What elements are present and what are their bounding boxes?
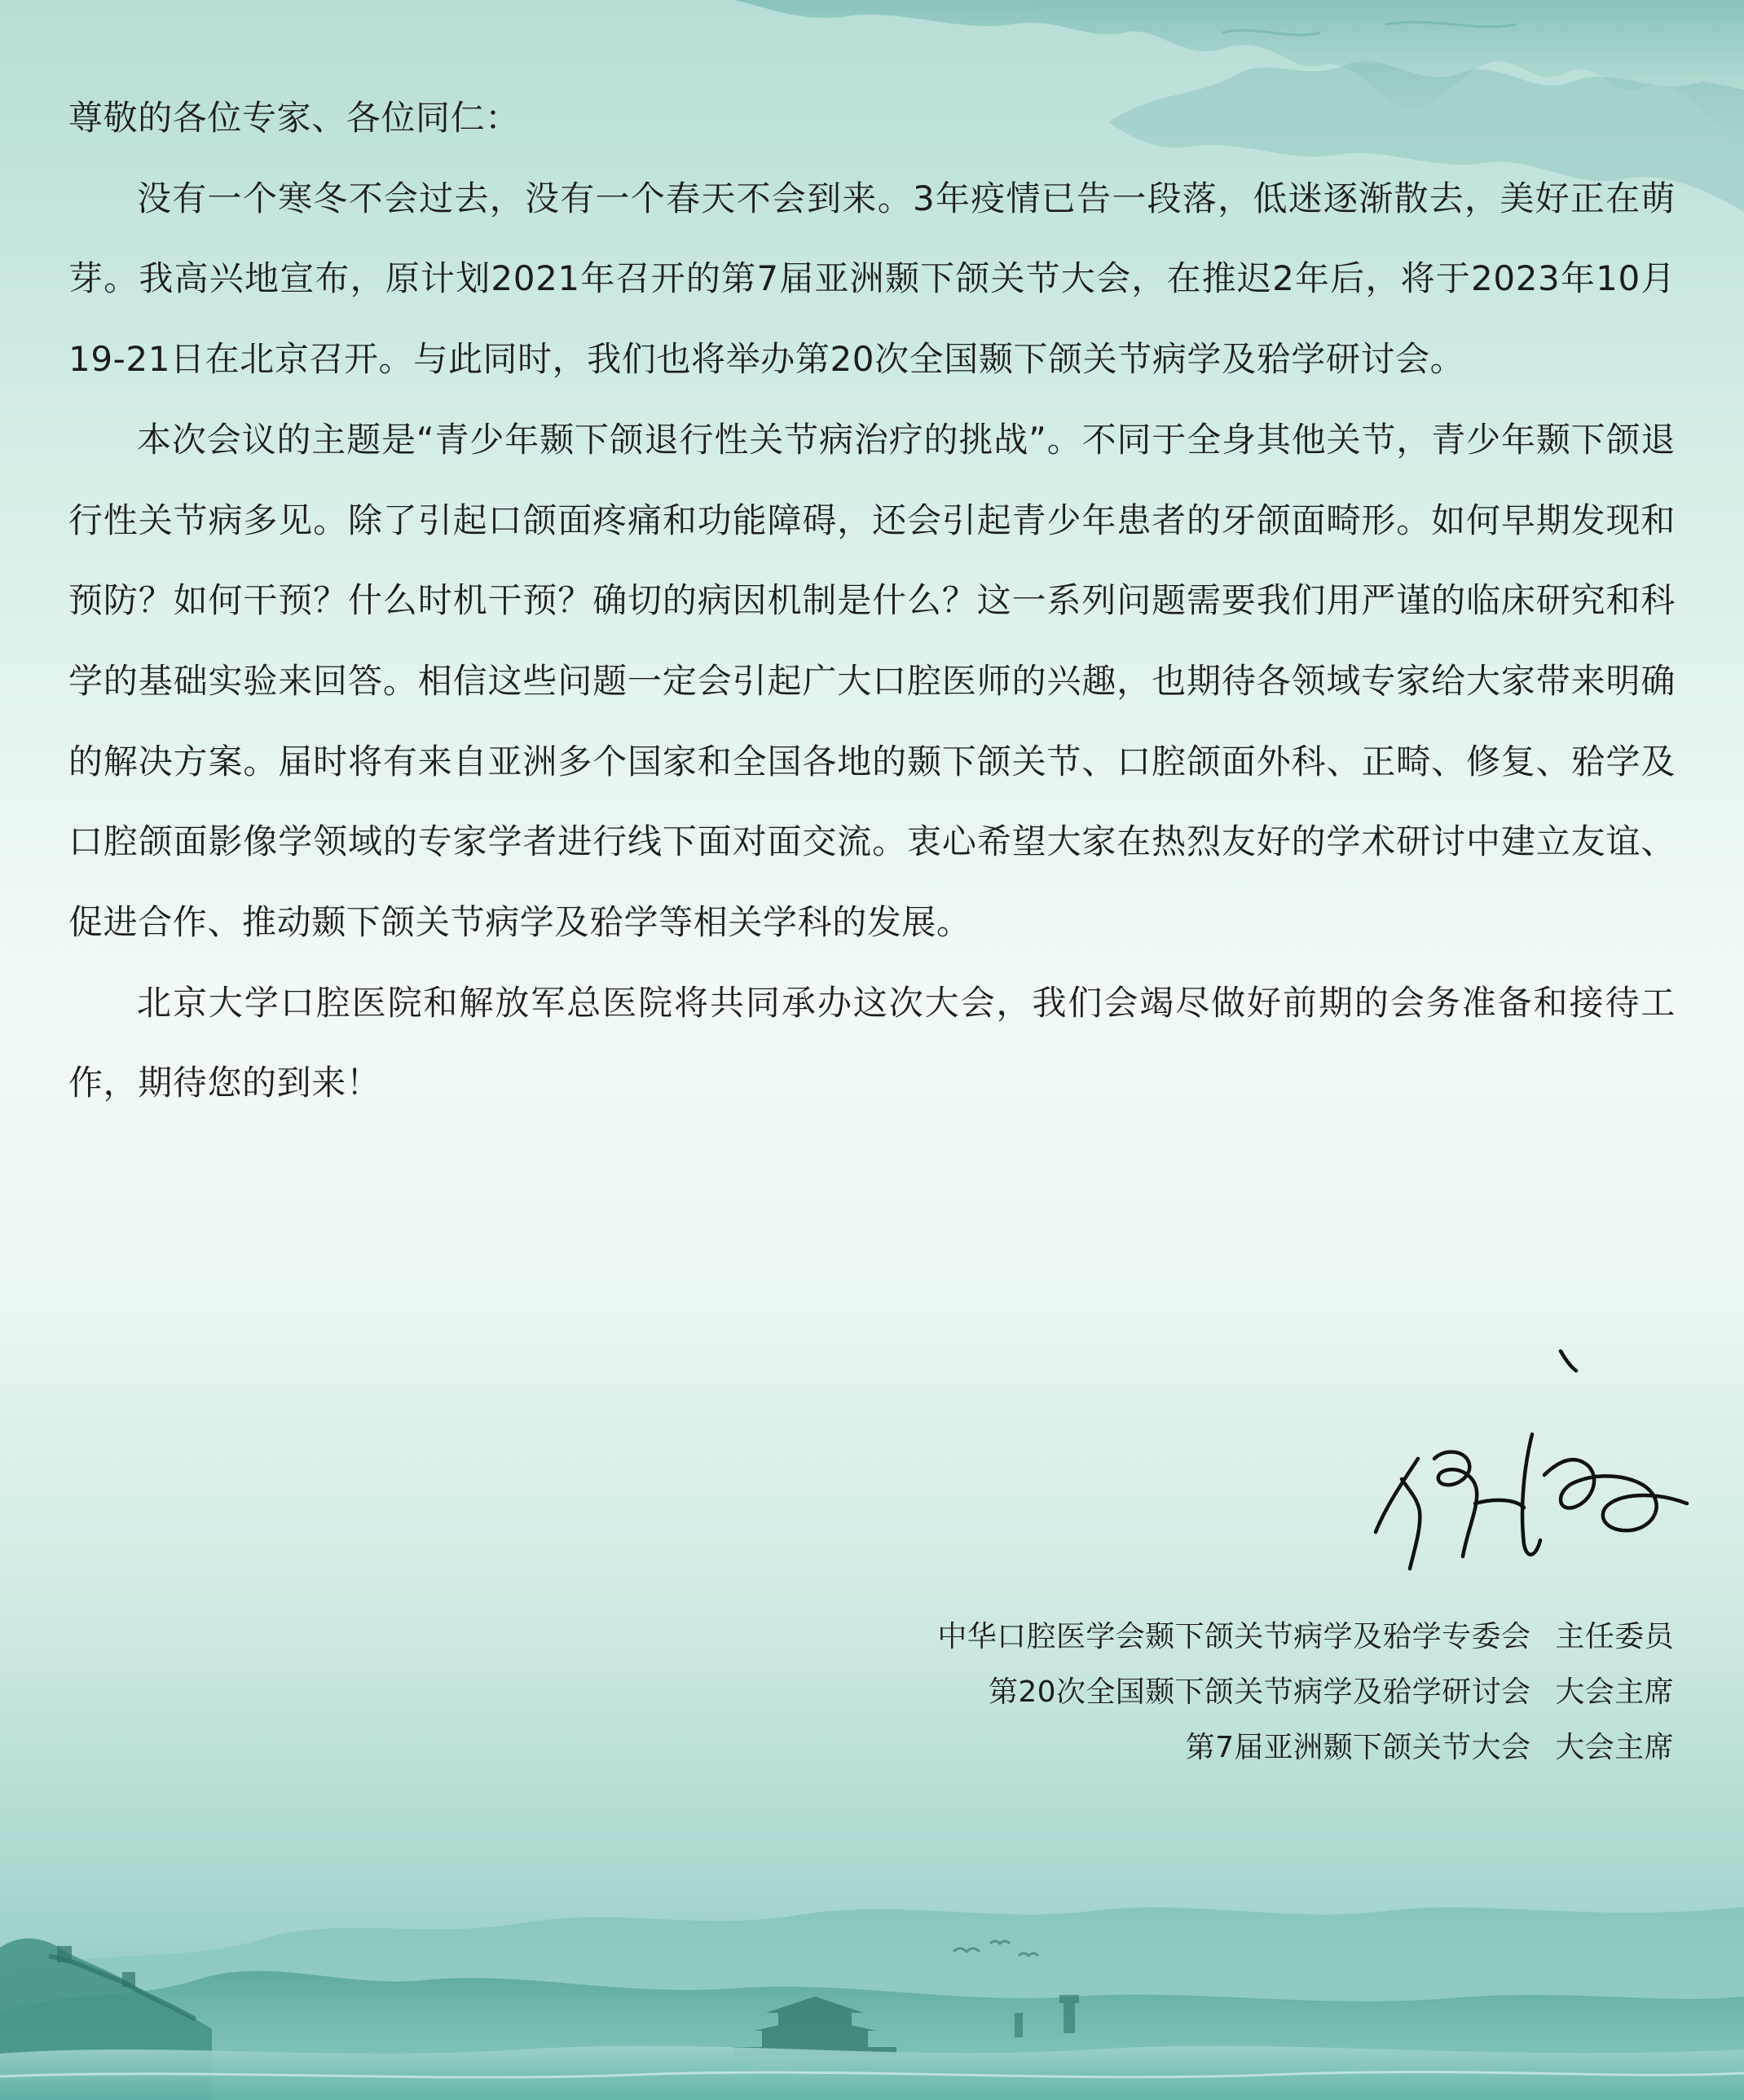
signature-org: 中华口腔医学会颞下颌关节病学及𬌗学专委会	[937, 1620, 1531, 1653]
signature-role: 大会主席	[1555, 1731, 1674, 1764]
salutation: 尊敬的各位专家、各位同仁：	[68, 98, 520, 138]
paragraph-2: 本次会议的主题是“青少年颞下颌退行性关节病治疗的挑战”。不同于全身其他关节，青少年颞下颌退行性关节病多见。除了引起口颌面疼痛和功能障碍，还会引起青少年患者的牙颌面畸形。如何早期发现和预防？如何干预？什么时机干预？确切的病因机制是什么？这一系列问题需要我们用严谨的临床研究和科学的基础实验来回答。相信这些问题一定会引起广大口腔医师的兴趣，也期待各领域专家给大家带来明确的解决方案。届时将有来自亚洲多个国家和全国各地的颞下颌关节、口腔颌面外科、正畸、修复、𬌗学及口腔颌面影像学领域的专家学者进行线下面对面交流。衷心希望大家在热烈友好的学术研讨中建立友谊、促进合作、推动颞下颌关节病学及𬌗学等相关学科的发展。	[68, 419, 1676, 943]
signature-line-3	[937, 1720, 1674, 1776]
paragraph-3: 北京大学口腔医院和解放军总医院将共同承办这次大会，我们会竭尽做好前期的会务准备和接待工作，期待您的到来！	[68, 982, 1676, 1103]
palace-silhouette	[733, 1997, 896, 2055]
handwritten-signature	[1353, 1336, 1711, 1581]
letter-body	[68, 78, 1676, 1124]
signature-line-2	[937, 1665, 1674, 1720]
signature-role: 主任委员	[1555, 1620, 1674, 1653]
signature-line-1	[937, 1609, 1674, 1665]
bottom-landscape	[0, 1907, 1744, 2100]
signature-org: 第20次全国颞下颌关节病学及𬌗学研讨会	[988, 1675, 1531, 1709]
signature-role: 大会主席	[1555, 1675, 1674, 1709]
signature-titles	[937, 1609, 1674, 1776]
signature-org: 第7届亚洲颞下颌关节大会	[1185, 1731, 1531, 1764]
paragraph-1: 没有一个寒冬不会过去，没有一个春天不会到来。3年疫情已告一段落，低迷逐渐散去，美好正在萌芽。我高兴地宣布，原计划2021年召开的第7届亚洲颞下颌关节大会，在推迟2年后，将于2023年10月19-21日在北京召开。与此同时，我们也将举办第20次全国颞下颌关节病学及𬌗学研讨会。	[68, 178, 1676, 380]
